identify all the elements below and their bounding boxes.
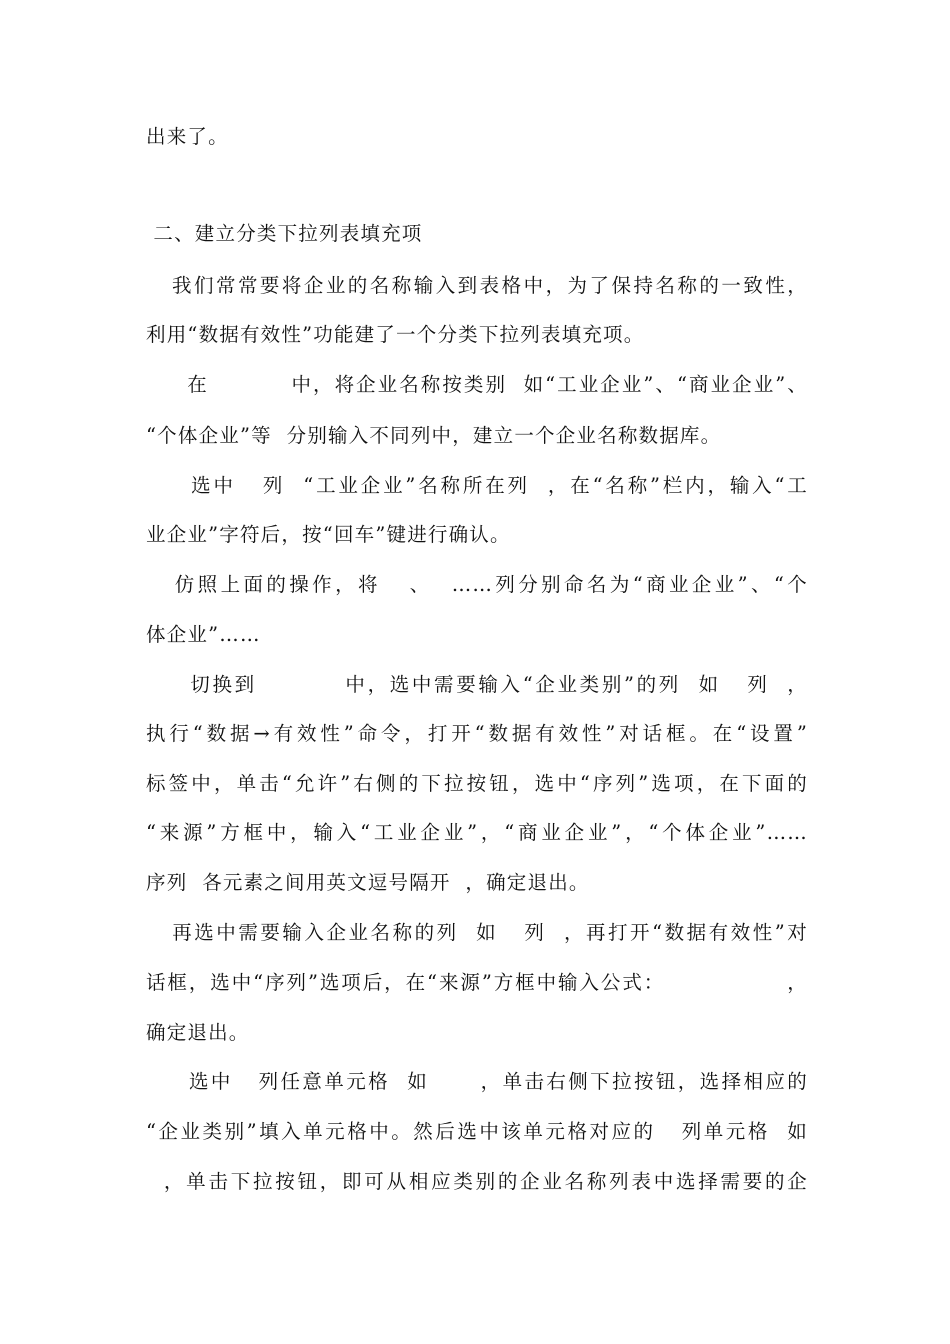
text-line-8: 业企业”字符后，按“回车”键进行确认。 [146, 523, 511, 546]
text-line-7: 选中 列 “工业企业”名称所在列 ，在“名称”栏内，输入“工 [146, 474, 808, 497]
text-line-1: 出来了。 [146, 125, 229, 148]
text-line-5: 在 中，将企业名称按类别 如“工业企业”、“商业企业”、 [146, 373, 808, 396]
text-line-4: 利用“数据有效性”功能建了一个分类下拉列表填充项。 [146, 323, 645, 346]
text-line-6: “个体企业”等 分别输入不同列中，建立一个企业名称数据库。 [146, 424, 722, 447]
text-line-12: 执行“数据→有效性”命令，打开“数据有效性”对话框。在“设置” [146, 722, 808, 745]
text-line-13: 标签中，单击“允许”右侧的下拉按钮，选中“序列”选项，在下面的 [146, 772, 808, 795]
text-line-11: 切换到 中，选中需要输入“企业类别”的列 如 列 ， [146, 673, 808, 696]
text-line-10: 体企业”…… [146, 623, 261, 646]
text-line-15: 序列 各元素之间用英文逗号隔开 ，确定退出。 [146, 871, 590, 894]
text-line-16: 再选中需要输入企业名称的列 如 列 ，再打开“数据有效性”对 [146, 921, 808, 944]
text-line-3: 我们常常要将企业的名称输入到表格中，为了保持名称的一致性， [146, 274, 808, 297]
text-line-14: “来源”方框中，输入“工业企业”，“商业企业”，“个体企业”…… [146, 821, 808, 844]
section-heading: 二、建立分类下拉列表填充项 [146, 222, 423, 245]
text-line-18: 确定退出。 [146, 1021, 250, 1044]
text-line-21: ，单击下拉按钮，即可从相应类别的企业名称列表中选择需要的企 [146, 1170, 808, 1193]
text-line-9: 仿照上面的操作，将 、 ……列分别命名为“商业企业”、“个 [146, 573, 808, 596]
text-line-17: 话框，选中“序列”选项后，在“来源”方框中输入公式： ， [146, 971, 808, 994]
text-line-20: “企业类别”填入单元格中。然后选中该单元格对应的 列单元格 如 [146, 1120, 808, 1143]
text-line-19: 选中 列任意单元格 如 ，单击右侧下拉按钮，选择相应的 [146, 1070, 808, 1093]
